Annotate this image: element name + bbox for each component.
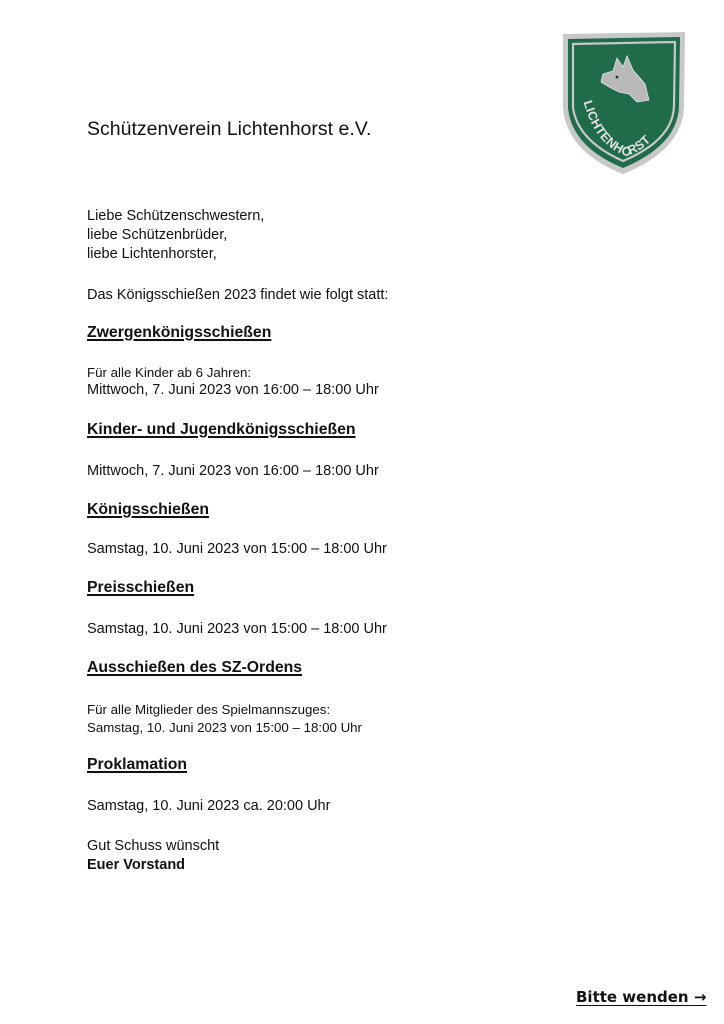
intro-text: Das Königsschießen 2023 findet wie folgt statt: (87, 287, 389, 303)
event-heading: Kinder- und Jugendkönigsschießen (87, 421, 356, 438)
event-time: Mittwoch, 7. Juni 2023 von 16:00 – 18:00 Uhr (87, 382, 379, 398)
footer-label: Bitte wenden (576, 988, 689, 1006)
event-time: Samstag, 10. Juni 2023 von 15:00 – 18:00 Uhr (87, 720, 362, 735)
event-note: Für alle Mitglieder des Spielmannszuges: (87, 702, 331, 717)
arrow-right-icon: → (693, 988, 707, 1006)
please-turn-over-note (576, 988, 706, 1006)
greeting-line: liebe Schützenbrüder, (87, 227, 228, 243)
event-heading: Preisschießen (87, 579, 195, 596)
event-heading: Zwergenkönigsschießen (87, 324, 272, 341)
page-title: Schützenverein Lichtenhorst e.V. (87, 118, 372, 140)
greeting-line: Liebe Schützenschwestern, (87, 208, 265, 224)
closing-line: Gut Schuss wünscht (87, 838, 220, 854)
logo-text: LICHTENHORST (580, 98, 654, 160)
event-time: Samstag, 10. Juni 2023 von 15:00 – 18:00 Uhr (87, 541, 387, 557)
event-note: Für alle Kinder ab 6 Jahren: (87, 365, 252, 380)
event-time: Mittwoch, 7. Juni 2023 von 16:00 – 18:00 Uhr (87, 463, 379, 479)
event-heading: Königsschießen (87, 501, 210, 518)
event-time: Samstag, 10. Juni 2023 ca. 20:00 Uhr (87, 798, 331, 814)
event-time: Samstag, 10. Juni 2023 von 15:00 – 18:00 Uhr (87, 621, 387, 637)
event-heading: Proklamation (87, 756, 188, 773)
signature: Euer Vorstand (87, 857, 186, 873)
event-heading: Ausschießen des SZ-Ordens (87, 659, 303, 676)
greeting-line: liebe Lichtenhorster, (87, 246, 217, 262)
club-logo-badge (557, 28, 691, 178)
